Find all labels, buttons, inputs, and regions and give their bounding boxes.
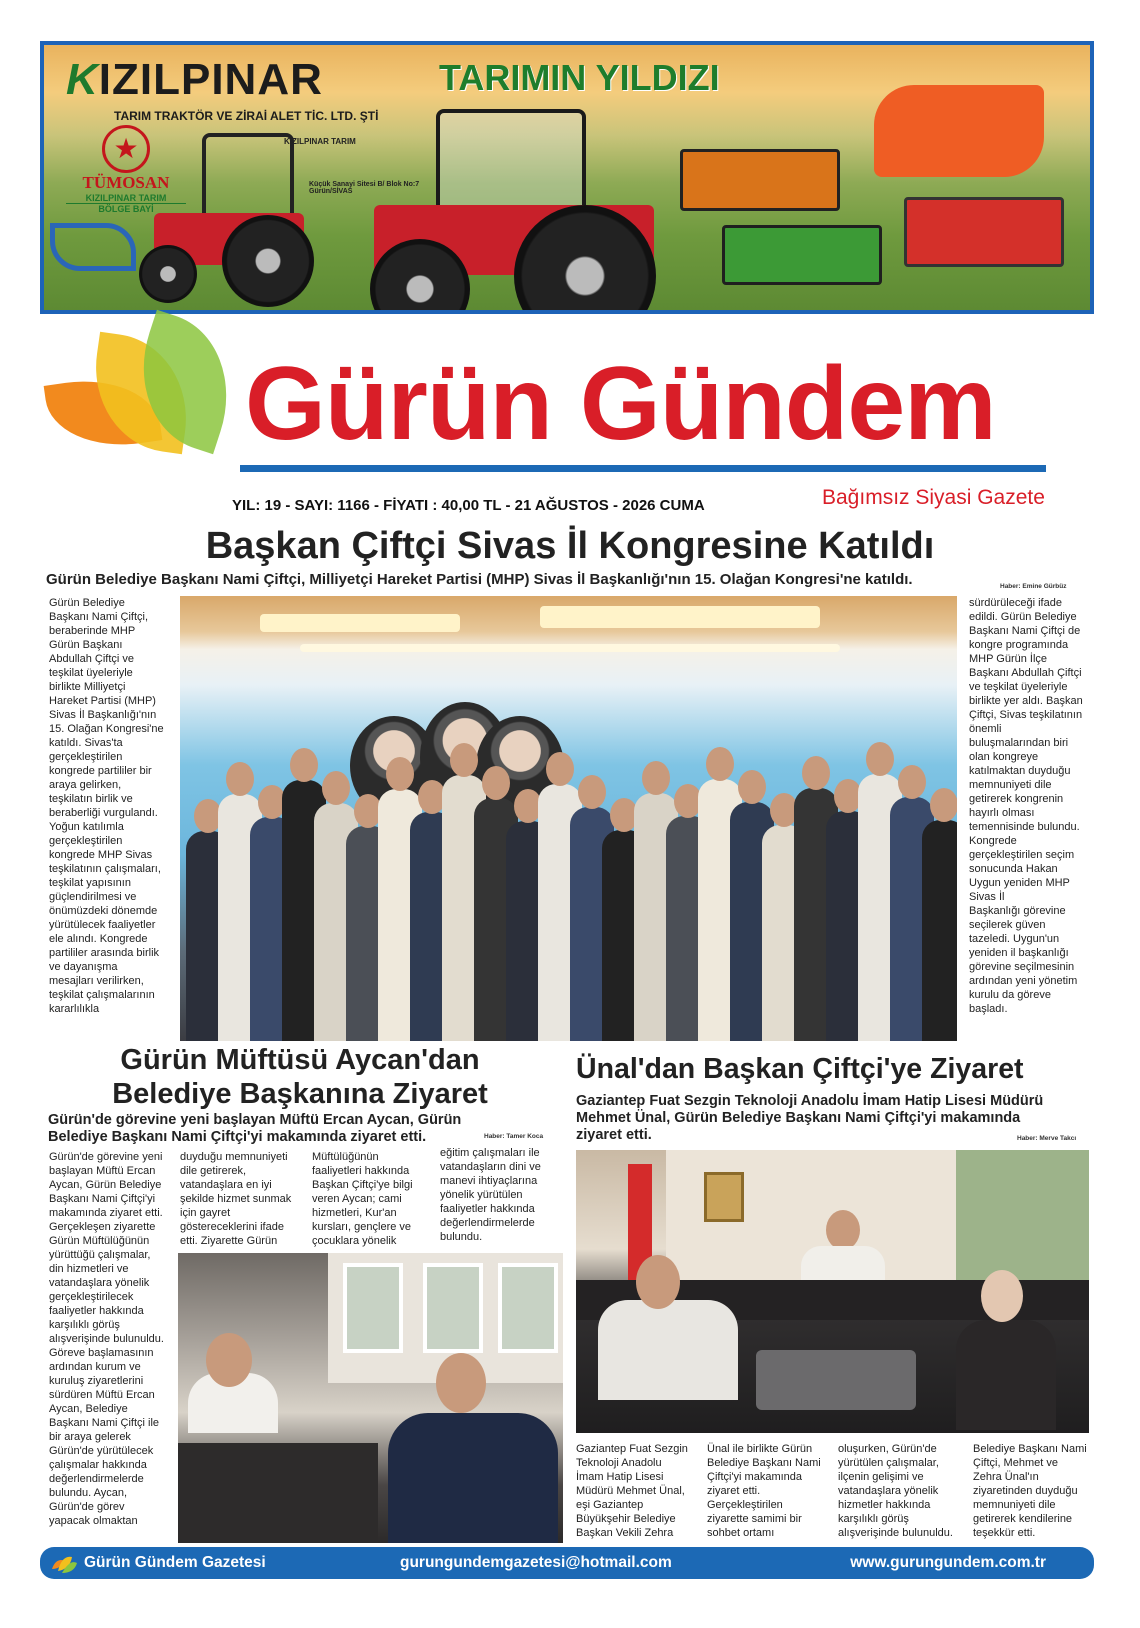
crowd-head: [802, 756, 830, 790]
text-line: teşkilat üyeleriyle: [49, 667, 133, 679]
text-line: Uygun yeniden MHP: [969, 877, 1070, 889]
text-line: Gerçekleşen ziyarette: [49, 1221, 156, 1233]
crowd-head: [706, 747, 734, 781]
issue-line: YIL: 19 - SAYI: 1166 - FİYATI : 40,00 TL - 21 AĞUSTOS - 2026 CUMA: [232, 497, 705, 514]
text-line: karşılıklı görüş: [49, 1319, 120, 1331]
text-line: Çiftçi'yi makamında: [707, 1471, 803, 1483]
text-line: memnuniyeti dile: [973, 1499, 1056, 1511]
text-line: manevi ihtiyaçlarına: [440, 1175, 538, 1187]
text-line: Gaziantep Fuat Sezgin: [576, 1443, 688, 1455]
text-line: vatandaşlara yönelik: [838, 1485, 939, 1497]
text-line: görevine seçilmesinin: [969, 961, 1075, 973]
footer-email-link[interactable]: gurungundemgazetesi@hotmail.com: [400, 1554, 672, 1571]
ad-slogan: TARIMIN YILDIZI: [439, 57, 720, 98]
text-line: seçilerek güven: [969, 919, 1046, 931]
text-line: ele alındı. Kongrede: [49, 933, 148, 945]
text-line: gerçekleştirilen: [49, 751, 123, 763]
text-line: Müdürü Mehmet Ünal,: [576, 1485, 685, 1497]
text-line: hizmetler hakkında: [838, 1499, 931, 1511]
text-line: değerlendirmelerde: [49, 1473, 144, 1485]
text-line: Başkanı Nami Çiftçi de: [969, 625, 1081, 637]
ad-banner: [40, 41, 1094, 314]
crowd-person: [922, 820, 957, 1041]
crowd-head: [290, 748, 318, 782]
plough-image: [50, 223, 136, 271]
text-line: sürdürüleceği ifade: [969, 597, 1062, 609]
main-subhead: Gürün Belediye Başkanı Nami Çiftçi, Milliyetçi Hareket Partisi (MHP) Sivas İl Başkanlığı'nın 15. Olağan Kongresi'ne katıldı.: [46, 571, 913, 588]
left-story-headline: Gürün Müftüsü Aycan'dan Belediye Başkanına Ziyaret: [112, 1044, 488, 1110]
text-line: beraberinde MHP: [49, 625, 136, 637]
text-line: birlikte yer aldı. Başkan: [969, 695, 1083, 707]
text-line: Gürün'de görevine yeni: [49, 1151, 163, 1163]
text-line: Başkan Vekili Zehra: [576, 1527, 674, 1539]
text-line: bulundu.: [440, 1231, 483, 1243]
text-line: mesajları verilirken,: [49, 975, 144, 987]
text-line: partililer arasında birlik: [49, 947, 160, 959]
right-story-column-3: [838, 1442, 968, 1540]
text-line: MHP Gürün İlçe: [969, 653, 1048, 665]
text-line: kongre programında: [969, 639, 1069, 651]
text-line: Çiftçi, Sivas teşkilatının: [969, 709, 1083, 721]
crowd-head: [386, 757, 414, 791]
text-line: Gürün Belediye: [49, 597, 125, 609]
crowd-head: [898, 765, 926, 799]
text-line: katılmaktan duyduğu: [969, 765, 1071, 777]
text-line: katıldı. Sivas'ta: [49, 737, 123, 749]
crowd-head: [546, 752, 574, 786]
text-line: ve dayanışma: [49, 961, 118, 973]
text-line: din hizmetleri ve: [49, 1263, 129, 1275]
text-line: Gürün'de yürütülecek: [49, 1445, 154, 1457]
text-line: ilçenin gelişimi ve: [838, 1471, 924, 1483]
text-line: etti. Ziyarette Gürün: [180, 1235, 278, 1247]
star-icon: ★: [102, 125, 150, 173]
right-story-byline: Haber: Merve Takcı: [1017, 1135, 1077, 1142]
text-line: makamında ziyaret etti.: [49, 1207, 163, 1219]
main-story-right-column: [969, 596, 1094, 1016]
crowd-head: [866, 742, 894, 776]
text-line: şekilde hizmet sunmak: [180, 1193, 292, 1205]
leaf-logo-icon: [50, 1551, 78, 1575]
text-line: faaliyetler hakkında: [440, 1203, 535, 1215]
text-line: yürüttüğü çalışmalar,: [49, 1249, 151, 1261]
text-line: yürütülecek faaliyetler: [49, 919, 156, 931]
text-line: ardından yeni yönetim: [969, 975, 1078, 987]
ad-address: Küçük Sanayi Sitesi B/ Blok No:7 Gürün/SİVAS: [309, 181, 420, 195]
text-line: sohbet ortamı: [707, 1527, 775, 1539]
text-line: Başkanı Nami Çiftçi ile: [49, 1417, 160, 1429]
text-line: kursları, gençlere ve: [312, 1221, 412, 1233]
text-line: sonucunda Hakan: [969, 863, 1058, 875]
text-line: Başkanlığı görevine: [969, 905, 1066, 917]
text-line: Aycan, Gürün Belediye: [49, 1179, 162, 1191]
text-line: gerçekleştirilen seçim: [969, 849, 1075, 861]
newspaper-title: Gürün Gündem: [245, 346, 996, 462]
text-line: dile getirerek,: [180, 1165, 247, 1177]
text-line: teşkilatının çalışmaları,: [49, 863, 161, 875]
text-line: faaliyetleri hakkında: [312, 1165, 410, 1177]
crowd-head: [930, 788, 957, 822]
text-line: Başkan Çiftçi'ye bilgi: [312, 1179, 413, 1191]
text-line: olan kongreye: [969, 751, 1039, 763]
text-line: yürütülen çalışmalar,: [838, 1457, 939, 1469]
text-line: Gerçekleştirilen: [707, 1499, 783, 1511]
text-line: bir araya gelerek: [49, 1431, 131, 1443]
text-line: Büyükşehir Belediye: [576, 1513, 676, 1525]
text-line: ziyaret etti.: [707, 1485, 761, 1497]
text-line: Hareket Partisi (MHP): [49, 695, 156, 707]
text-line: gerçekleştirilecek: [49, 1291, 134, 1303]
text-line: Çiftçi, Mehmet ve: [973, 1457, 1058, 1469]
crowd-head: [322, 771, 350, 805]
text-line: buluşmalarından biri: [969, 737, 1069, 749]
left-story-column-3: [312, 1150, 430, 1248]
newspaper-tagline: Bağımsız Siyasi Gazete: [822, 486, 1045, 509]
left-story-subhead: Gürün'de görevine yeni başlayan Müftü Ercan Aycan, Gürün Belediye Başkanı Nami Çiftçi'yi makamında ziyaret etti.: [48, 1112, 462, 1145]
text-line: teşkilat çalışmalarının: [49, 989, 155, 1001]
text-line: araya gelirken,: [49, 779, 122, 791]
text-line: Sivas İl: [969, 891, 1005, 903]
text-line: alışverişinde bulunuldu.: [49, 1333, 164, 1345]
text-line: hizmetleri, Kur'an: [312, 1207, 397, 1219]
text-line: kurulu da göreve: [969, 989, 1051, 1001]
ad-mini-logo: KIZILPINAR TARIM: [284, 137, 356, 146]
text-line: sürdüren Müftü Ercan: [49, 1389, 155, 1401]
text-line: Kongrede: [969, 835, 1017, 847]
text-line: teşekkür etti.: [973, 1527, 1036, 1539]
text-line: eğitim çalışmaları ile: [440, 1147, 540, 1159]
text-line: vatandaşların dini ve: [440, 1161, 541, 1173]
text-line: Göreve başlamasının: [49, 1347, 154, 1359]
text-line: gerçekleştirilen: [49, 835, 123, 847]
seeder-orange-image: [680, 149, 840, 211]
text-line: başlayan Müftü Ercan: [49, 1165, 156, 1177]
text-line: tazeledi. Uygun'un: [969, 933, 1060, 945]
right-story-headline: Ünal'dan Başkan Çiftçi'ye Ziyaret: [576, 1053, 1024, 1085]
text-line: beraberliği vurgulandı.: [49, 807, 158, 819]
text-line: kuruluş ziyaretlerini: [49, 1375, 144, 1387]
text-line: yönelik yürütülen: [440, 1189, 523, 1201]
crowd-head: [482, 766, 510, 800]
crowd-head: [578, 775, 606, 809]
left-story-byline: Haber: Tamer Koca: [484, 1133, 544, 1140]
text-line: faaliyetler hakkında: [49, 1305, 144, 1317]
left-story-column-1: [49, 1150, 174, 1528]
text-line: ziyaretinden duyduğu: [973, 1485, 1078, 1497]
text-line: ziyarette samimi bir: [707, 1513, 802, 1525]
text-line: kongrede partililer bir: [49, 765, 152, 777]
main-story-left-column: [49, 596, 174, 1016]
title-divider: [240, 465, 1046, 472]
text-line: temennisinde bulundu.: [969, 821, 1080, 833]
crowd-head: [226, 762, 254, 796]
text-line: Gürün Başkanı: [49, 639, 123, 651]
main-headline: Başkan Çiftçi Sivas İl Kongresine Katıldı: [205, 525, 935, 567]
text-line: vatandaşlara yönelik: [49, 1277, 150, 1289]
text-line: güçlendirilmesi ve: [49, 891, 137, 903]
text-line: Başkanı Nami Çiftçi'yi: [49, 1193, 156, 1205]
text-line: duyduğu memnuniyeti: [180, 1151, 288, 1163]
seeder-green-image: [722, 225, 882, 285]
text-line: Yoğun katılımla: [49, 821, 124, 833]
text-line: yeniden il başkanlığı: [969, 947, 1069, 959]
plough-orange-image: [874, 85, 1044, 177]
text-line: kararlılıkla: [49, 1003, 100, 1015]
text-line: memnuniyeti dile: [969, 779, 1052, 791]
text-line: Zehra Ünal'ın: [973, 1471, 1039, 1483]
mufti-visit-photo: [178, 1253, 563, 1543]
text-line: Belediye Başkanı Nami: [973, 1443, 1087, 1455]
text-line: Ünal ile birlikte Gürün: [707, 1443, 813, 1455]
text-line: Müftülüğünün: [312, 1151, 379, 1163]
text-line: Başkanı Nami Çiftçi,: [49, 611, 149, 623]
text-line: Sivas İl Başkanlığı'nın: [49, 709, 157, 721]
text-line: için gayret: [180, 1207, 231, 1219]
text-line: önümüzdeki dönemde: [49, 905, 158, 917]
text-line: Aycan, Belediye: [49, 1403, 128, 1415]
text-line: çalışmalar hakkında: [49, 1459, 147, 1471]
text-line: göstereceklerini ifade: [180, 1221, 284, 1233]
main-byline: Haber: Emine Gürbüz: [1000, 583, 1067, 590]
text-line: 15. Olağan Kongresi'ne: [49, 723, 164, 735]
footer-bar: [40, 1547, 1094, 1579]
text-line: çocuklara yönelik: [312, 1235, 397, 1247]
text-line: Gürün Müftülüğünün: [49, 1235, 150, 1247]
footer-newspaper-name: Gürün Gündem Gazetesi: [84, 1554, 266, 1571]
text-line: Gürün'de görev: [49, 1501, 125, 1513]
text-line: yapacak olmaktan: [49, 1515, 138, 1527]
footer-website-link[interactable]: www.gurungundem.com.tr: [850, 1554, 1046, 1571]
text-line: alışverişinde bulunuldu.: [838, 1527, 953, 1539]
text-line: karşılıklı görüş: [838, 1513, 909, 1525]
text-line: eşi Gaziantep: [576, 1499, 644, 1511]
crowd-head: [738, 770, 766, 804]
text-line: Başkanı Abdullah Çiftçi: [969, 667, 1082, 679]
text-line: önemli: [969, 723, 1002, 735]
text-line: teşkilatın birlik ve: [49, 793, 133, 805]
text-line: getirerek kongrenin: [969, 793, 1064, 805]
text-line: oluşurken, Gürün'de: [838, 1443, 937, 1455]
text-line: Abdullah Çiftçi ve: [49, 653, 134, 665]
tumosan-logo: ★ TÜMOSAN KIZILPINAR TARIM BÖLGE BAYİ: [66, 125, 186, 214]
right-story-column-4: [973, 1442, 1098, 1540]
harvester-red-image: [904, 197, 1064, 267]
text-line: vatandaşlara en iyi: [180, 1179, 272, 1191]
right-story-column-1: [576, 1442, 701, 1540]
left-story-column-4: [440, 1146, 565, 1244]
text-line: değerlendirmelerde: [440, 1217, 535, 1229]
text-line: kongrede MHP Sivas: [49, 849, 153, 861]
text-line: edildi. Gürün Belediye: [969, 611, 1077, 623]
ad-company-subtitle: TARIM TRAKTÖR VE ZİRAİ ALET TİC. LTD. ŞTİ: [114, 109, 379, 123]
right-story-column-2: [707, 1442, 832, 1540]
right-story-subhead: Gaziantep Fuat Sezgin Teknoloji Anadolu İmam Hatip Lisesi Müdürü Mehmet Ünal, Gürün Belediye Başkanı Nami Çiftçi'yi makamında ziyaret etti.: [576, 1093, 1044, 1143]
text-line: ardından kurum ve: [49, 1361, 141, 1373]
text-line: başladı.: [969, 1003, 1008, 1015]
text-line: Teknoloji Anadolu: [576, 1457, 662, 1469]
text-line: teşkilat yapısının: [49, 877, 131, 889]
text-line: birlikte Milliyetçi: [49, 681, 126, 693]
left-story-column-2: [180, 1150, 305, 1248]
text-line: İmam Hatip Lisesi: [576, 1471, 664, 1483]
crowd-head: [642, 761, 670, 795]
congress-group-photo: [180, 596, 957, 1041]
text-line: getirerek kendilerine: [973, 1513, 1073, 1525]
unal-visit-photo: [576, 1150, 1089, 1433]
text-line: ve teşkilat üyeleriyle: [969, 681, 1068, 693]
crowd-head: [450, 743, 478, 777]
text-line: bulundu. Aycan,: [49, 1487, 128, 1499]
text-line: hayırlı olması: [969, 807, 1035, 819]
ad-brand-name: KIZILPINAR: [66, 55, 323, 104]
text-line: veren Aycan; cami: [312, 1193, 402, 1205]
text-line: Belediye Başkanı Nami: [707, 1457, 821, 1469]
